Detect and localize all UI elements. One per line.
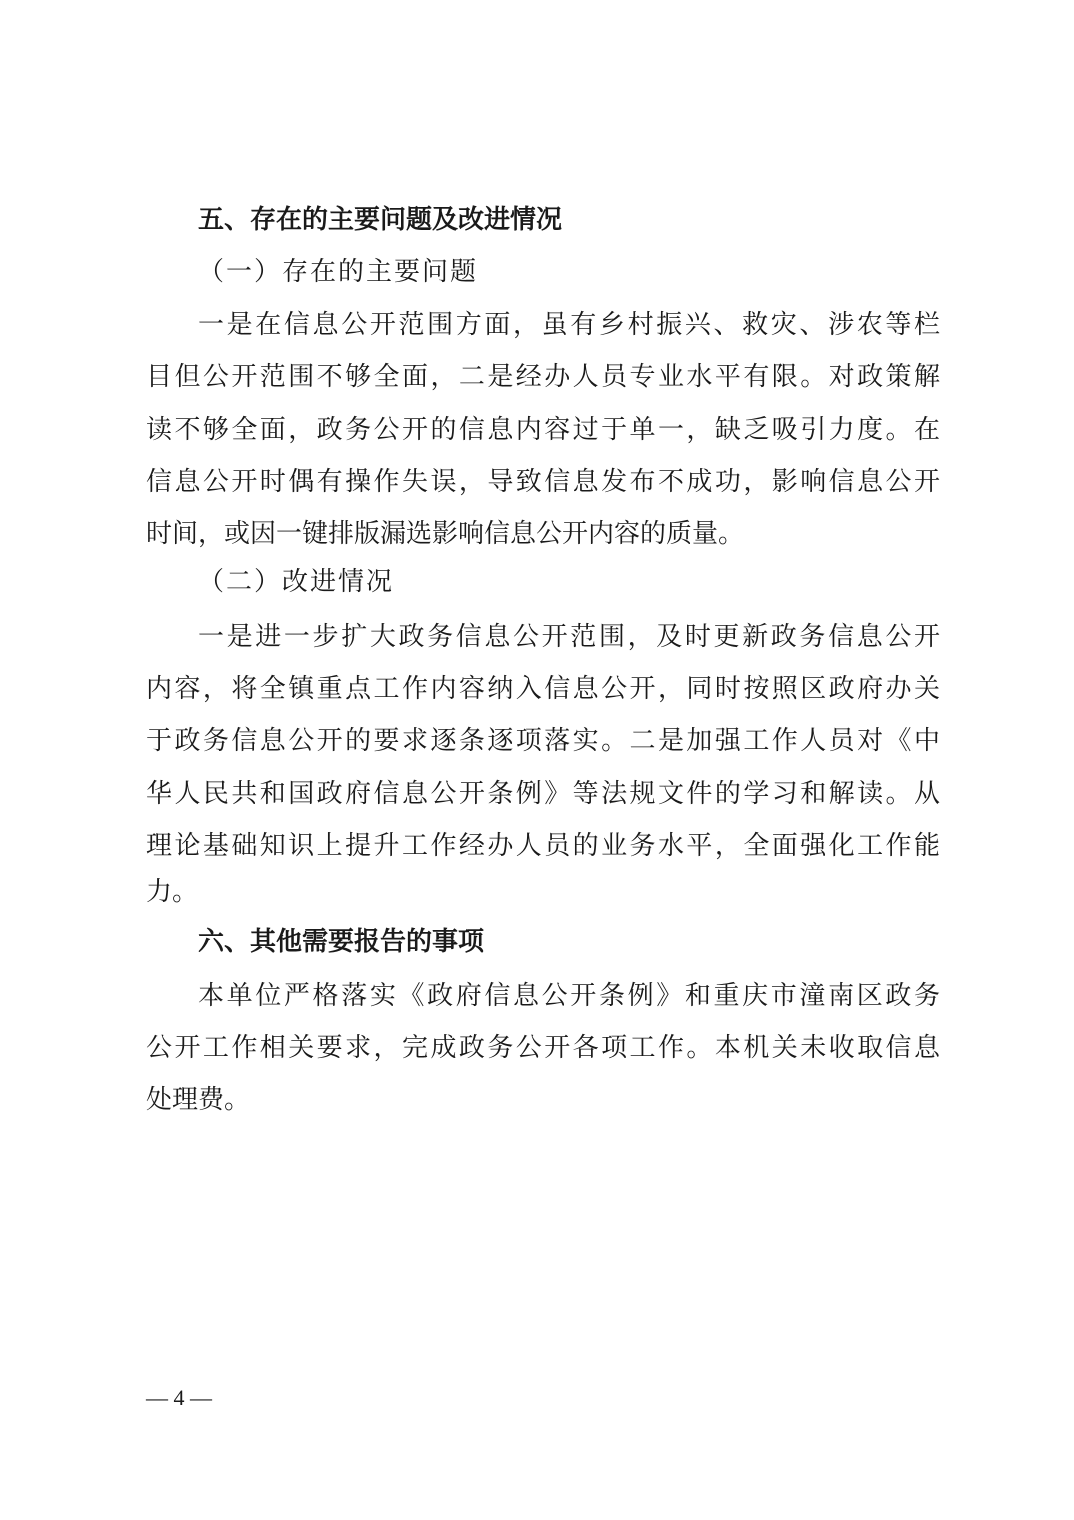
page-number: — 4 — bbox=[146, 1385, 212, 1410]
paragraph-line: 公开工作相关要求，完成政务公开各项工作。本机关未收取信息 bbox=[146, 1033, 940, 1063]
paragraph-line: 目但公开范围不够全面，二是经办人员专业水平有限。对政策解 bbox=[146, 362, 940, 392]
paragraph-line: 信息公开时偶有操作失误，导致信息发布不成功，影响信息公开 bbox=[146, 467, 940, 497]
subsection-1-heading: （一）存在的主要问题 bbox=[198, 257, 479, 287]
paragraph-line: 内容，将全镇重点工作内容纳入信息公开，同时按照区政府办关 bbox=[146, 674, 940, 704]
paragraph-line: 一是进一步扩大政务信息公开范围，及时更新政务信息公开 bbox=[198, 622, 940, 652]
paragraph-line: 力。 bbox=[146, 877, 199, 907]
section-5-heading: 五、存在的主要问题及改进情况 bbox=[198, 205, 563, 235]
paragraph-line: 华人民共和国政府信息公开条例》等法规文件的学习和解读。从 bbox=[146, 779, 940, 809]
subsection-2-heading: （二）改进情况 bbox=[198, 567, 395, 597]
paragraph-line: 读不够全面，政务公开的信息内容过于单一，缺乏吸引力度。在 bbox=[146, 415, 940, 445]
paragraph-line: 于政务信息公开的要求逐条逐项落实。二是加强工作人员对《中 bbox=[146, 726, 940, 756]
paragraph-line: 处理费。 bbox=[146, 1085, 251, 1115]
paragraph-line: 本单位严格落实《政府信息公开条例》和重庆市潼南区政务 bbox=[198, 981, 940, 1011]
paragraph-line: 理论基础知识上提升工作经办人员的业务水平，全面强化工作能 bbox=[146, 831, 940, 861]
paragraph-line: 时间，或因一键排版漏选影响信息公开内容的质量。 bbox=[146, 519, 745, 549]
paragraph-line: 一是在信息公开范围方面，虽有乡村振兴、救灾、涉农等栏 bbox=[198, 310, 940, 340]
section-6-heading: 六、其他需要报告的事项 bbox=[198, 927, 485, 957]
